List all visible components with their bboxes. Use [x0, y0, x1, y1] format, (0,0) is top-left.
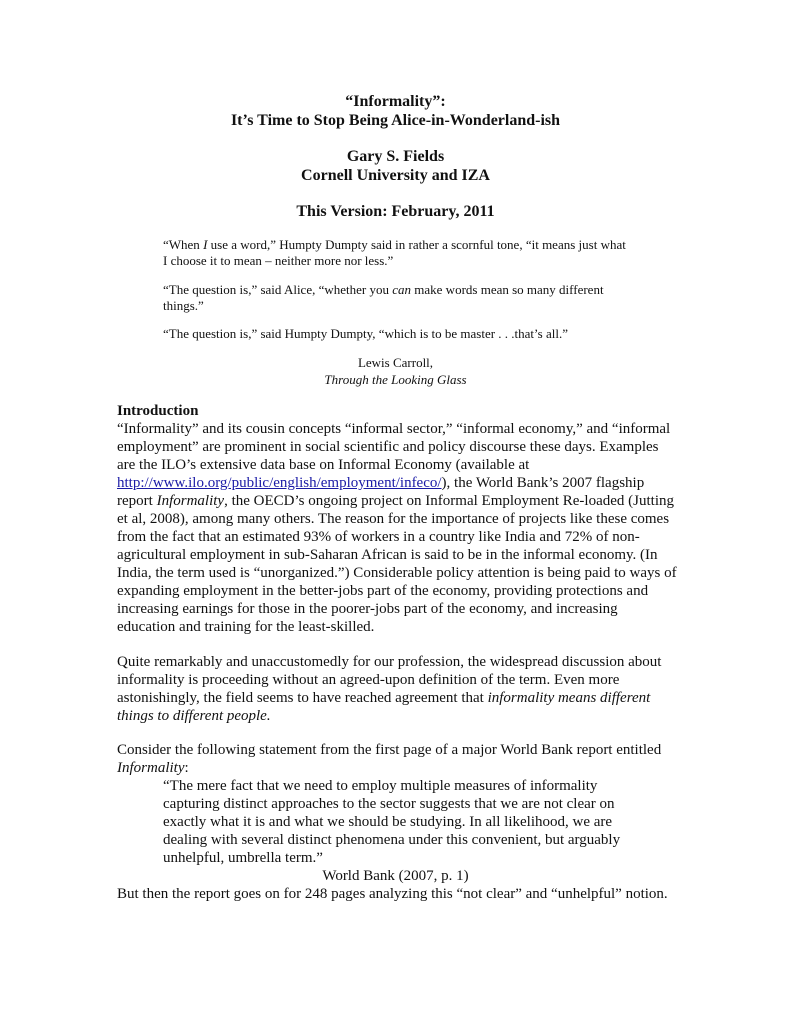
epigraph-quote-1 — [163, 237, 633, 269]
intro-paragraph-4: But then the report goes on for 248 pages analyzing this “not clear” and “unhelpful” notion. — [117, 886, 668, 902]
paper-title — [0, 92, 791, 130]
ilo-link[interactable]: http://www.ilo.org/public/english/employment/infeco/ — [117, 475, 442, 491]
epigraph-1-emphasis: I — [203, 237, 208, 252]
p2-emphasis: informality means different things to different people. — [117, 690, 651, 724]
intro-paragraph-3 — [117, 741, 677, 777]
epigraph-author: Lewis Carroll, — [357, 355, 434, 370]
epigraph-quote-3: “The question is,” said Humpty Dumpty, “which is to be master . . .that’s all.” — [163, 326, 568, 341]
epigraph-1-text-b: use a word,” Humpty Dumpty said in rather a scornful tone, “it means just what I choose it to mean – neither more nor less.” — [163, 237, 626, 268]
author-affiliation: Cornell University and IZA — [301, 167, 490, 184]
epigraph-1-text-a: “When — [163, 237, 204, 252]
epigraph-2-emphasis: can — [392, 282, 412, 297]
section-heading-introduction: Introduction — [117, 403, 199, 419]
title-line-1: “Informality”: — [345, 93, 446, 110]
epigraph-quote-2 — [163, 282, 633, 314]
p3-emphasis: Informality — [117, 760, 185, 776]
epigraph-attribution — [0, 354, 791, 388]
p1-text-b: ), the World Bank’s 2007 flagship report — [117, 475, 645, 509]
p1-emphasis: Informality — [156, 493, 225, 509]
block-quote: “The mere fact that we need to employ multiple measures of informality capturing distinct approaches to the sector suggests that we are not clear on exactly what it is and what we should be studying. In all likelihood, we are dealing with several distinct phenomena under this convenient, but arguably unhelpful, umbrella term.” — [163, 778, 621, 866]
version-date: This Version: February, 2011 — [296, 203, 495, 220]
intro-paragraph-1 — [117, 420, 677, 636]
p1-text-c: , the OECD’s ongoing project on Informal Employment Re-loaded (Jutting et al, 2008), among many others. The reason for the importance of projects like these comes from the fact that an estimated 93% of workers in a country like India and 72% of non-agricultural employment in sub-Saharan African is said to be in the informal economy. (In India, the term used is “unorganized.”) Considerable policy attention is being paid to ways of expanding employment in the better-jobs part of the economy, providing protections and increasing earnings for those in the poorer-jobs part of the economy, and increasing education and training for the least-skilled. — [117, 493, 677, 635]
epigraph-2-text-b: make words mean so many different things.” — [163, 282, 604, 313]
author-name: Gary S. Fields — [346, 148, 445, 165]
epigraph-2-text-a: “The question is,” said Alice, “whether you — [163, 282, 393, 297]
intro-paragraph-2 — [117, 653, 677, 725]
title-line-2: It’s Time to Stop Being Alice-in-Wonderland-ish — [230, 112, 561, 129]
p2-text-a: Quite remarkably and unaccustomedly for our profession, the widespread discussion about informality is proceeding without an agreed-upon definition of the term. Even more astonishingly, the field seems to have reached agreement that — [117, 654, 662, 706]
p3-text-b: : — [184, 760, 189, 776]
p3-text-a: Consider the following statement from the first page of a major World Bank report entitled — [117, 742, 662, 758]
p1-text-a: “Informality” and its cousin concepts “informal sector,” “informal economy,” and “informal employment” are prominent in social scientific and policy discourse these days. Examples are the ILO’s extensive data base on Informal Economy (available at — [117, 421, 671, 473]
epigraph-source: Through the Looking Glass — [324, 372, 467, 387]
author-block — [0, 147, 791, 185]
block-quote-source: World Bank (2007, p. 1) — [322, 868, 469, 884]
